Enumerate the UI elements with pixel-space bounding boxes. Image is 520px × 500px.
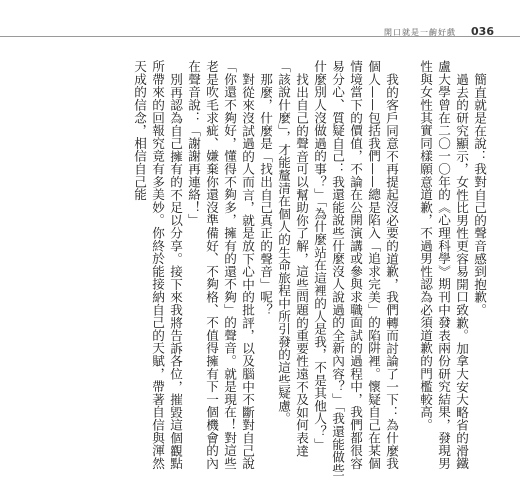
paragraph: 過去的研究顯示，女性比男性更容易開口致歉。加拿大安大略省的滑鐵盧大學曾在二〇一〇年的《心理科學》期刊中發表兩份研究結果，發現男性與女性其實同樣願意道歉，不過男性認為必須道歉的門檻較高。 <box>418 60 469 470</box>
paragraph: 別再認為自己擁有的不足以分享。接下來我將告訴各位，摧毀這個觀點所帶來的回報究竟有多美妙。你終於能接納自己的天賦，帶著自信與渾然天成的信念，相信自己能 <box>132 60 183 470</box>
paragraph: 我的客戶同意不再提起沒必要的道歉，我們轉而討論了一下：為什麼我個人——包括我們——總是陷入「追求完美」的陷阱裡。懷疑自己在某個情境當下的價值，不論在公開演講或參與求職面試的過程中，我們都很容易分心、質疑自己：我還能說些什麼沒人說過的全新內容？」「我還能做些什麼別人沒做過的事？」「為什麼站在這裡的人是我，不是其他人？」 <box>312 60 399 477</box>
paragraph: 找出自己的聲音可以幫助你了解，這些問題的重要性遠不及如何表達「該說什麼」，才能釐清在個人的生命旅程中所引發的這些疑慮。 <box>276 60 309 457</box>
running-header-title: 開口就是一齣好戲 <box>384 28 456 37</box>
page-number: 036 <box>471 25 494 38</box>
paragraph: 簡直就是在說：我對自己的聲音感到抱歉。 <box>472 72 487 316</box>
vertical-body-text <box>28 60 488 480</box>
paragraph: 對從來沒試過的人而言，就是放下心中的批評，以及腦中不斷對自己說「你還不夠好，懂得不夠多，擁有的還不夠」的聲音。就是現在！對這些老是吹毛求疵、嫌棄你還沒準備好、不夠格、不值得擁有下一個機會的內在聲音說：「謝謝再連絡！」 <box>186 60 255 470</box>
paragraph: 那麼，什麼是「找出自己真正的聲音」呢？ <box>258 72 273 316</box>
